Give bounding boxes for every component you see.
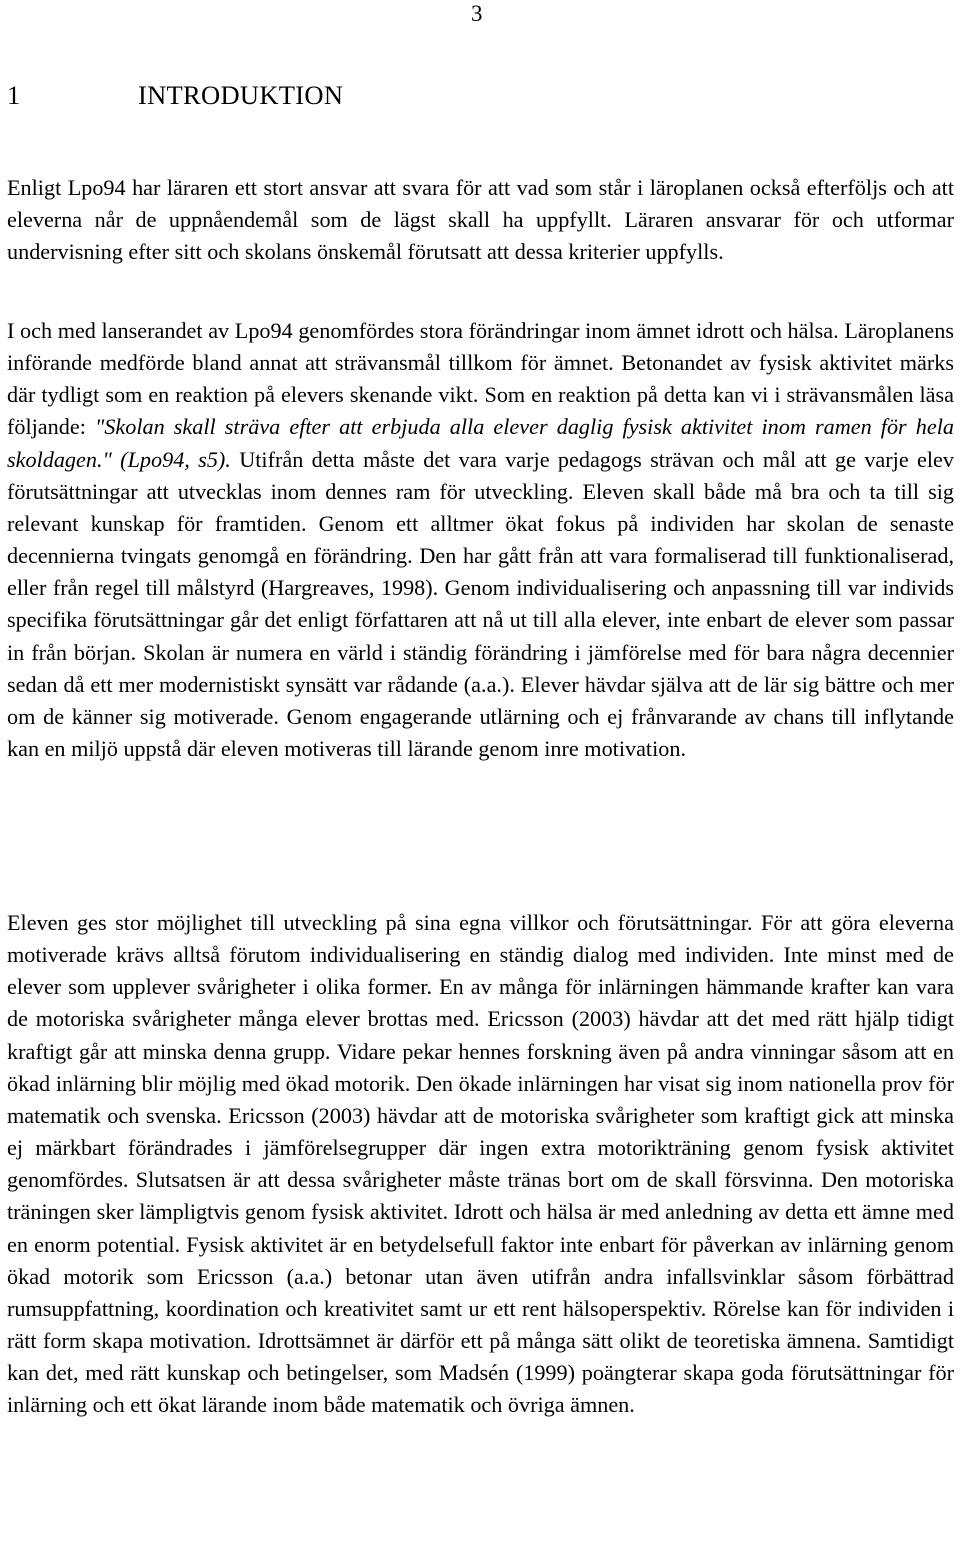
paragraph-2 (7, 315, 954, 765)
page-number: 3 (471, 1, 483, 26)
paragraph-2-intro: I och med lanserandet av Lpo94 genomfördes stora förändringar inom ämnet idrott och hälsa. Läroplanens införande medförde bland annat att strävansmål tillkom för ämnet. Betonandet av fysisk aktivitet märks där tydligt som en reaktion på elevers skenande vikt. Som en reaktion på detta kan vi i strävansmålen läsa följande: (7, 318, 954, 440)
section-heading (7, 78, 343, 112)
section-number: 1 (7, 80, 21, 110)
curriculum-quote: "Skolan skall sträva efter att erbjuda alla elever daglig fysisk aktivitet inom ramen för hela skoldagen." (Lpo94, s5). (7, 414, 954, 472)
paragraph-2-rest: Utifrån detta måste det vara varje pedagogs strävan och mål att ge varje elev förutsättningar att utvecklas inom dennes ram för utveckling. Eleven skall både må bra och ta till sig relevant kunskap för framtiden. Genom ett alltmer ökat fokus på individen har skolan de senaste decennierna tvingats genomgå en förändring. Den har gått från att vara formaliserad till funktionaliserad, eller från regel till målstyrd (Hargreaves, 1998). Genom individualisering och anpassning till var individs specifika förutsättningar går det enligt författaren att nå ut till alla elever, inte enbart de elever som passar in från början. Skolan är numera en värld i ständig förändring i jämförelse med för bara några decennier sedan då ett mer modernistiskt synsätt var rådande (a.a.). Elever hävdar själva att de lär sig bättre och mer om de känner sig motiverade. Genom engagerande utlärning och ej frånvarande av chans till inflytande kan en miljö uppstå där eleven motiveras till lärande genom inre motivation. (7, 446, 954, 762)
paragraph-1: Enligt Lpo94 har läraren ett stort ansvar att svara för att vad som står i läroplanen också efterföljs och att eleverna når de uppnåendemål som de lägst skall ha uppfyllt. Läraren ansvarar för och utformar undervisning efter sitt och skolans önskemål förutsatt att dessa kriterier uppfylls. (7, 175, 954, 265)
paragraph-3: Eleven ges stor möjlighet till utveckling på sina egna villkor och förutsättningar. För att göra eleverna motiverade krävs alltså förutom individualisering en ständig dialog med individen. Inte minst med de elever som upplever svårigheter i olika former. En av många för inlärningen hämmande krafter kan vara de motoriska svårigheter många elever brottas med. Ericsson (2003) hävdar att det med rätt hjälp tidigt kraftigt går att minska denna grupp. Vidare pekar hennes forskning även på andra vinningar såsom att en ökad inlärning blir möjlig med ökad motorik. Den ökade inlärningen har visat sig inom nationella prov för matematik och svenska. Ericsson (2003) hävdar att de motoriska svårigheter som kraftigt gick att minska ej märkbart förändrades i jämförelsegrupper där ingen extra motorikträning genom fysisk aktivitet genomfördes. Slutsatsen är att dessa svårigheter måste tränas bort om de skall försvinna. Den motoriska träningen sker lämpligtvis genom fysisk aktivitet. Idrott och hälsa är med anledning av detta ett ämne med en enorm potential. Fysisk aktivitet är en betydelsefull faktor inte enbart för påverkan av inlärning genom ökad motorik som Ericsson (a.a.) betonar utan även utifrån andra infallsvinklar såsom förbättrad rumsuppfattning, koordination och kreativitet samt ur ett rent hälsoperspektiv. Rörelse kan för individen i rätt form skapa motivation. Idrottsämnet är därför ett på många sätt olikt de teoretiska ämnena. Samtidigt kan det, med rätt kunskap och betingelser, som Madsén (1999) poängterar skapa goda förutsättningar för inlärning och ett ökat lärande inom både matematik och övriga ämnen. (7, 910, 954, 1418)
section-title: INTRODUKTION (138, 80, 344, 110)
